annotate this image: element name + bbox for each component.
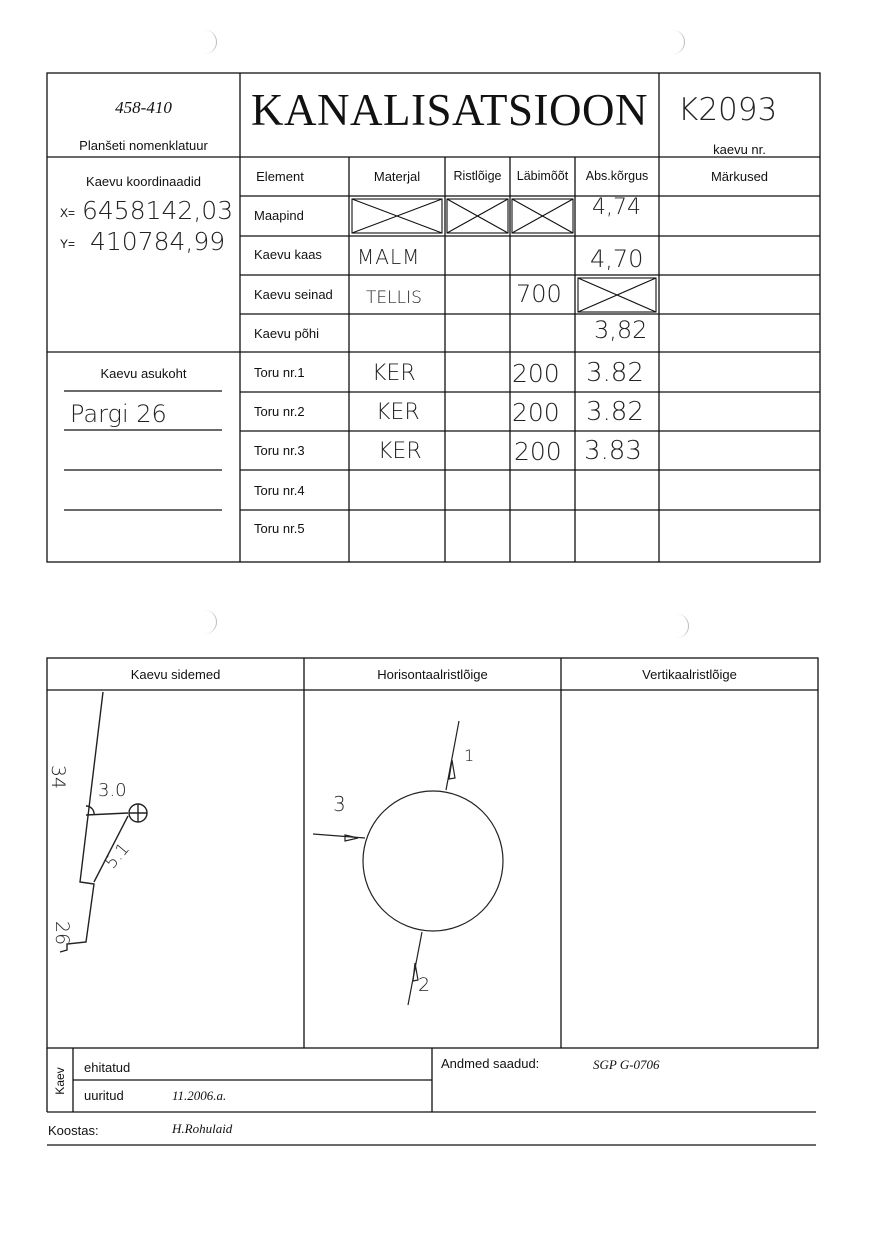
table-row-element: Toru nr.3 <box>254 443 305 458</box>
sketch-header-vertical: Vertikaalristlõige <box>642 667 737 682</box>
coordinates-label: Kaevu koordinaadid <box>86 174 201 189</box>
sheet-code: 458-410 <box>115 98 172 117</box>
y-prefix: Y= <box>60 237 76 251</box>
elevation-value: 3.82 <box>586 358 644 388</box>
material-value: KER <box>376 400 420 425</box>
table-row-element: Toru nr.5 <box>254 521 305 536</box>
y-coordinate-value: 410784,99 <box>90 227 226 256</box>
elevation-value: 3,82 <box>594 316 648 344</box>
diameter-value: 200 <box>512 359 560 388</box>
material-value: KER <box>378 439 422 464</box>
elevation-value: 3.82 <box>586 397 644 427</box>
table-row-element: Toru nr.2 <box>254 404 305 419</box>
column-header-abs-korgus: Abs.kõrgus <box>585 169 649 183</box>
location-value: Pargi 26 <box>70 400 167 428</box>
table-row-element: Kaevu põhi <box>254 326 320 341</box>
column-header-markused: Märkused <box>710 169 769 184</box>
tie-label: 26 <box>51 920 74 946</box>
footer-side-label: Kaev <box>53 1067 67 1095</box>
table-row-element: Kaevu kaas <box>254 247 322 262</box>
elevation-value: 3.83 <box>584 436 642 466</box>
table-row-element: Toru nr.4 <box>254 483 305 498</box>
material-value: KER <box>372 361 416 386</box>
pipe-label: 2 <box>418 974 431 996</box>
tie-label: 5.1 <box>101 839 134 873</box>
x-coordinate-value: 6458142,03 <box>82 196 234 225</box>
diameter-value: 200 <box>514 437 562 466</box>
material-value: MALM <box>357 245 421 269</box>
well-number: K2093 <box>678 92 778 128</box>
diameter-value: 700 <box>516 280 562 308</box>
pipe-label: 1 <box>464 746 475 765</box>
page-title: KANALISATSIOON <box>251 85 648 135</box>
location-label: Kaevu asukoht <box>100 366 187 381</box>
built-label: ehitatud <box>84 1060 131 1075</box>
author-value: H.Rohulaid <box>172 1121 233 1136</box>
author-label: Koostas: <box>48 1123 99 1138</box>
surveyed-value: 11.2006.a. <box>172 1088 227 1103</box>
elevation-value: 4,74 <box>592 195 641 220</box>
column-header-labimoot: Läbimõõt <box>516 169 569 183</box>
tie-label: 3.0 <box>98 780 127 801</box>
table-row-element: Kaevu seinad <box>254 287 333 302</box>
data-source-label: Andmed saadud: <box>441 1056 540 1071</box>
table-row-element: Toru nr.1 <box>254 365 305 380</box>
plan-sketch <box>313 721 503 1005</box>
column-header-ristloige: Ristlõige <box>453 169 502 183</box>
sketch-header-horizontal: Horisontaalristlõige <box>377 667 488 682</box>
pipe-label: 3 <box>333 792 346 816</box>
tie-label: 34 <box>47 764 70 790</box>
diameter-value: 200 <box>512 398 560 427</box>
tie-sketch <box>60 692 147 952</box>
sketch-header-ties: Kaevu sidemed <box>130 667 221 682</box>
data-source-value: SGP G-0706 <box>593 1057 660 1072</box>
table-row-element: Maapind <box>254 208 304 223</box>
surveyed-label: uuritud <box>84 1088 124 1103</box>
elevation-value: 4,70 <box>590 245 644 273</box>
sheet-label: Planšeti nomenklatuur <box>79 138 208 153</box>
well-number-label: kaevu nr. <box>713 142 766 157</box>
material-value: TELLIS <box>366 288 422 308</box>
column-header-element: Element <box>256 169 304 184</box>
column-header-materjal: Materjal <box>373 169 421 184</box>
x-prefix: X= <box>60 206 76 220</box>
